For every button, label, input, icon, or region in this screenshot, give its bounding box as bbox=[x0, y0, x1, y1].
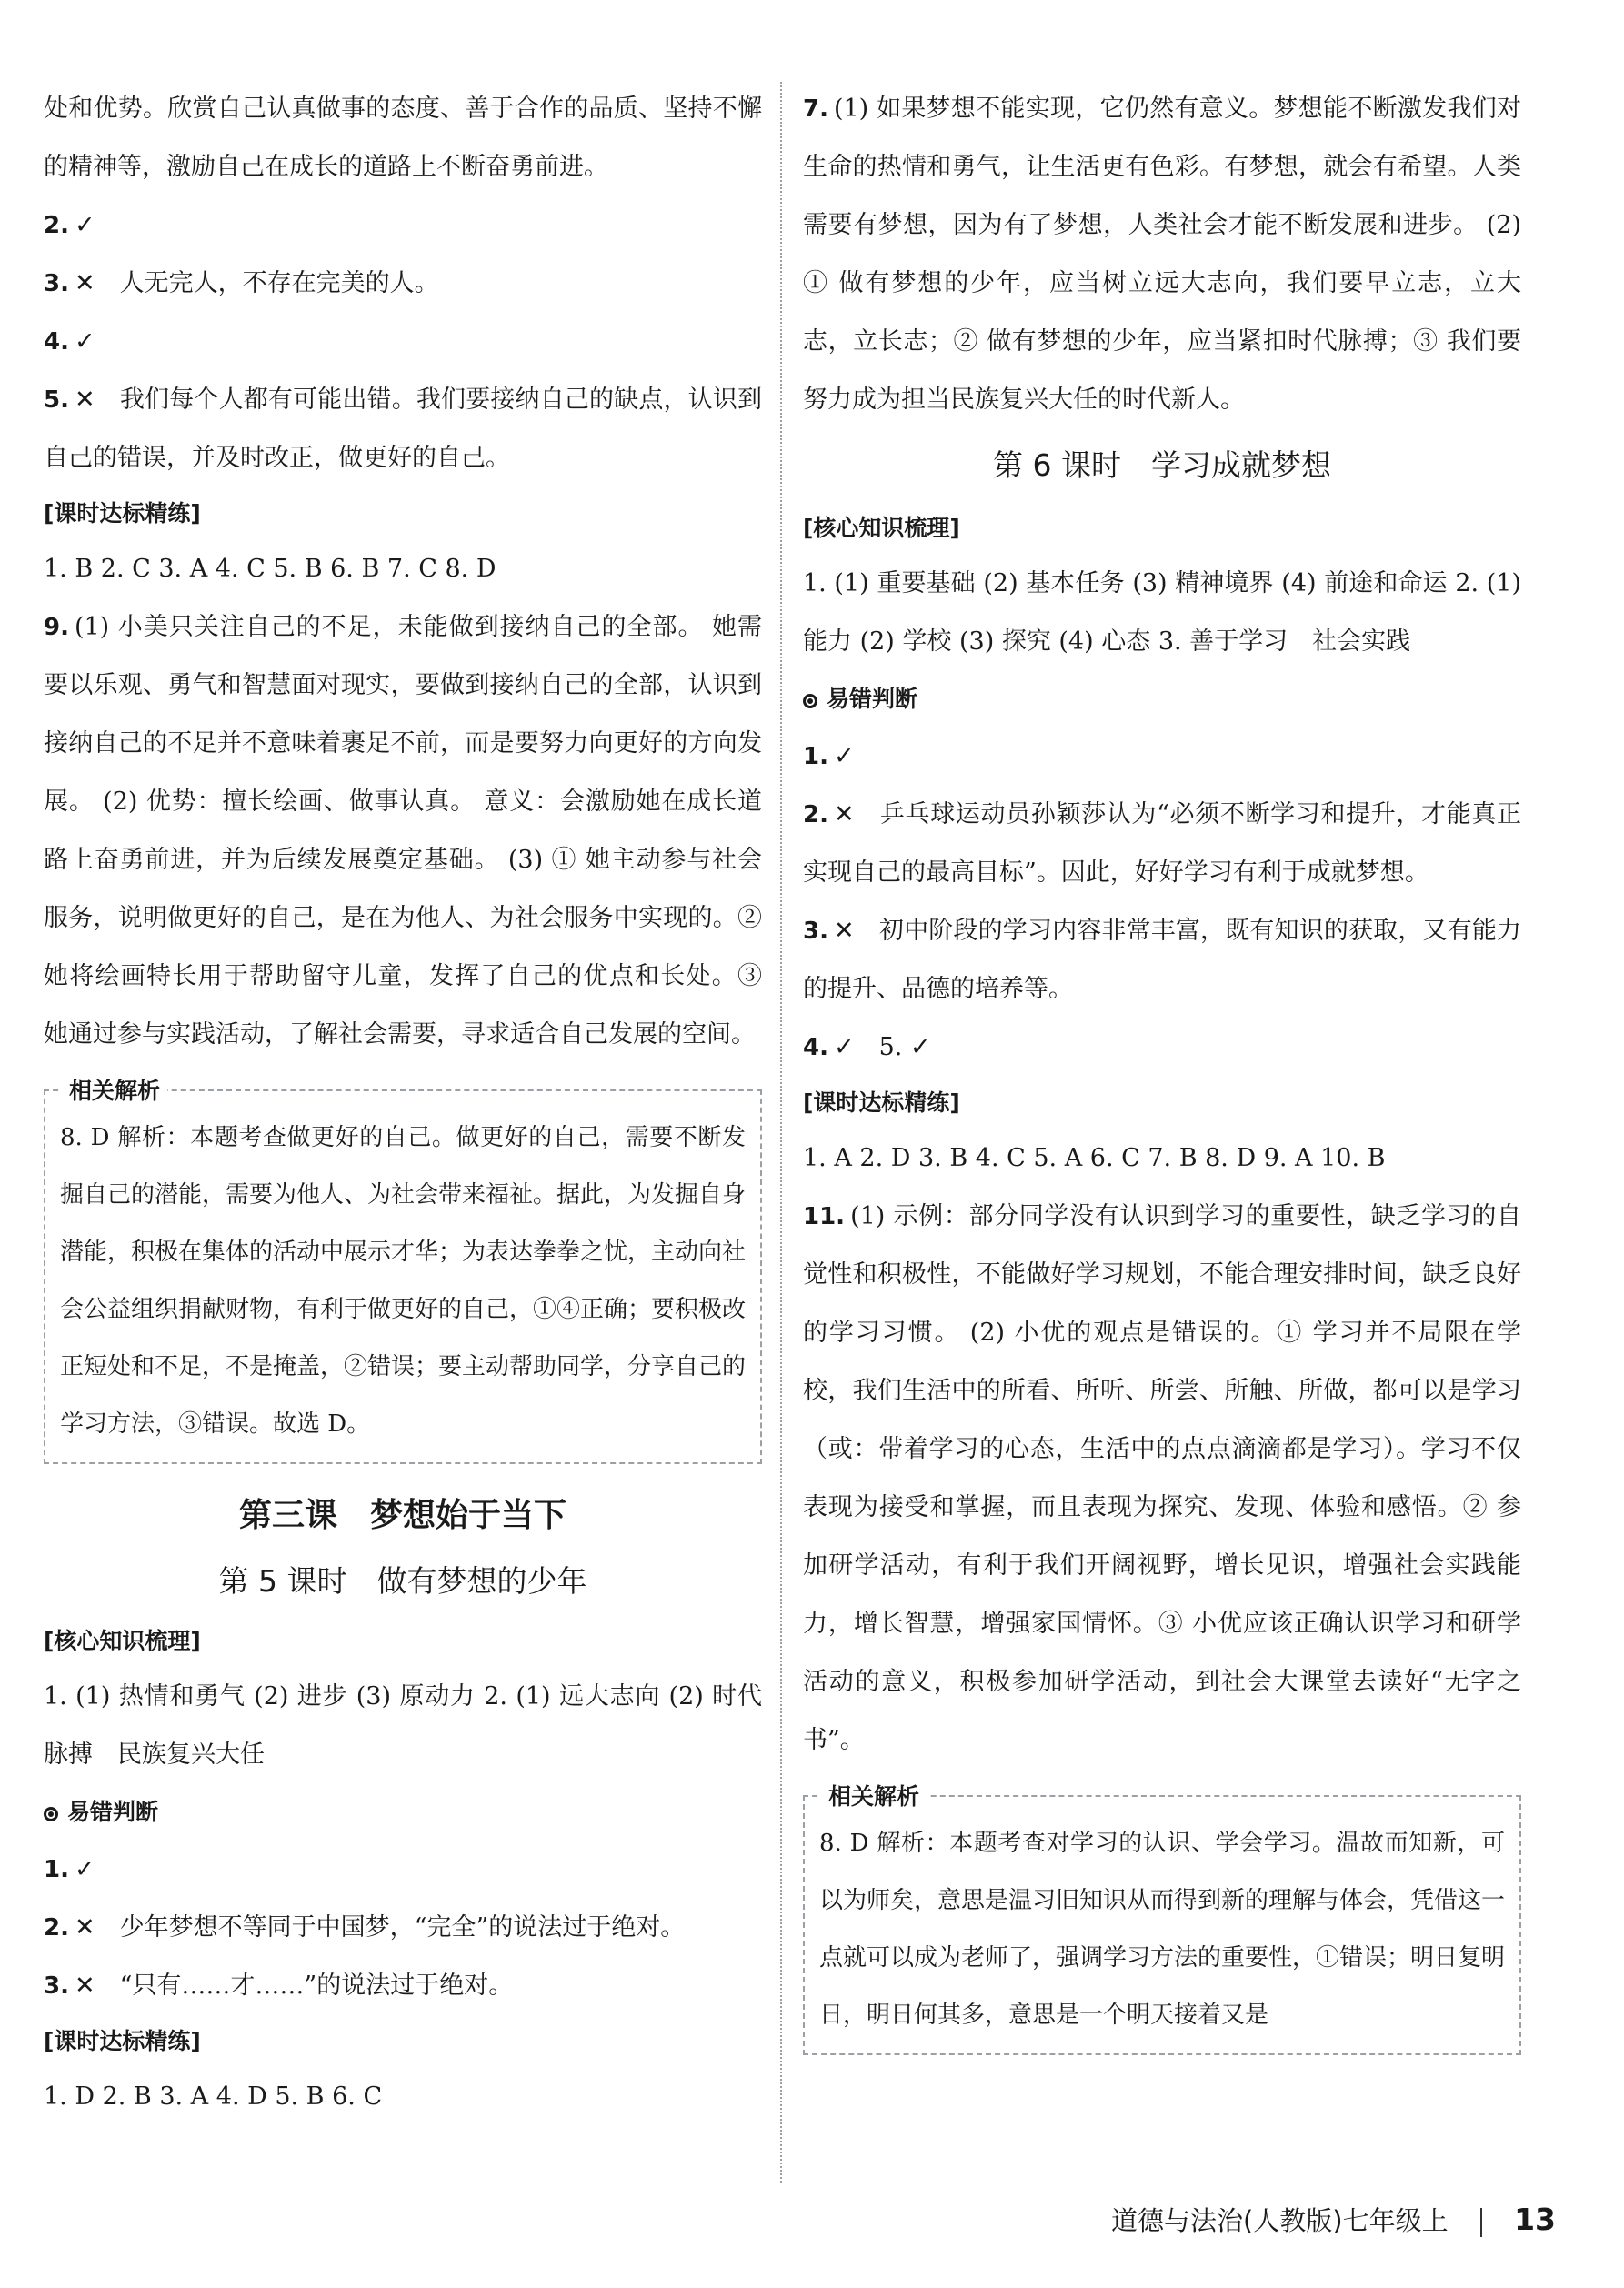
left-column bbox=[44, 80, 762, 2126]
judgment-item: 4. ✓ 5. ✓ bbox=[803, 1033, 931, 1061]
practice-answers: 1. D 2. B 3. A 4. D 5. B 6. C bbox=[44, 2082, 383, 2111]
judgment-item: 1. ✓ bbox=[44, 1855, 95, 1883]
judgment-list-cont bbox=[44, 196, 762, 487]
core-tag: [核心知识梳理] bbox=[803, 515, 960, 541]
cross-mark: ✕ bbox=[74, 1972, 95, 2000]
page-footer bbox=[1111, 2201, 1556, 2238]
question-9: 9. (1) 小美只关注自己的不足，未能做到接纳自己的全部。 她需要以乐观、勇气和智慧面对现实，要做到接纳自己的全部，认识到接纳自己的不足并不意味着裹足不前，而是要努力向更好的方向发展。 (2) 优势：擅长绘画、做事认真。 意义：会激励她在成长道路上奋勇前进，并为后续发展奠定基础。 (3) ① 她主动参与社会服务，说明做更好的自己，是在为他人、为社会服务中实现的。② 她将绘画特长用于帮助留守儿童，发挥了自己的优点和长处。③ 她通过参与实践活动，了解社会需要，寻求适合自己发展的空间。 bbox=[44, 613, 762, 1049]
analysis-box bbox=[803, 1783, 1521, 2055]
analysis-label: 相关解析 bbox=[821, 1779, 927, 1811]
core-tag: [核心知识梳理] bbox=[44, 1628, 201, 1654]
judgment-item: 2. ✕ 少年梦想不等同于中国梦，“完全”的说法过于绝对。 bbox=[44, 1913, 686, 1942]
judgment-item: 3. ✕ 初中阶段的学习内容非常丰富，既有知识的获取，又有能力的提升、品德的培养等。 bbox=[803, 917, 1522, 1003]
target-dot-icon bbox=[803, 694, 817, 708]
practice-tag: [课时达标精练] bbox=[803, 1089, 960, 1116]
page-number: 13 bbox=[1514, 2202, 1556, 2237]
intro-text: 处和优势。欣赏自己认真做事的态度、善于合作的品质、坚持不懈的精神等，激励自己在成长的道路上不断奋勇前进。 bbox=[44, 95, 762, 181]
practice-tag: [课时达标精练] bbox=[44, 500, 201, 527]
sub-title: 第 6 课时 学习成就梦想 bbox=[993, 447, 1331, 483]
check-mark: ✓ bbox=[833, 1033, 855, 1061]
judgment-item: 4. ✓ bbox=[44, 327, 95, 356]
cross-mark: ✕ bbox=[833, 917, 855, 945]
check-mark: ✓ bbox=[833, 742, 855, 770]
check-mark: ✓ bbox=[74, 211, 95, 239]
judgment-item: 2. ✕ 乒乓球运动员孙颖莎认为“必须不断学习和提升，才能真正实现自己的最高目标”。因此，好好学习有利于成就梦想。 bbox=[803, 800, 1521, 887]
judgment-item: 3. ✕ 人无完人，不存在完美的人。 bbox=[44, 269, 439, 297]
judgment-item: 5. ✕ 我们每个人都有可能出错。我们要接纳自己的缺点，认识到自己的错误，并及时改正，做更好的自己。 bbox=[44, 386, 763, 472]
core-text: 1. (1) 热情和勇气 (2) 进步 (3) 原动力 2. (1) 远大志向 (2) 时代脉搏 民族复兴大任 bbox=[44, 1682, 762, 1769]
practice-answers: 1. A 2. D 3. B 4. C 5. A 6. C 7. B 8. D 9. A 10. B bbox=[803, 1144, 1386, 1172]
practice-answers: 1. B 2. C 3. A 4. C 5. B 6. B 7. C 8. D bbox=[44, 555, 496, 583]
judgment-item: 1. ✓ bbox=[803, 742, 855, 770]
judgment-item: 2. ✓ bbox=[44, 211, 95, 239]
column-divider bbox=[780, 82, 782, 2183]
sub-title: 第 5 课时 做有梦想的少年 bbox=[218, 1563, 587, 1599]
practice-tag: [课时达标精练] bbox=[44, 2028, 201, 2054]
cross-mark: ✕ bbox=[74, 386, 95, 414]
book-title: 道德与法治(人教版)七年级上 bbox=[1110, 2205, 1449, 2236]
cross-mark: ✕ bbox=[833, 800, 855, 828]
analysis-label: 相关解析 bbox=[62, 1073, 167, 1106]
check-mark: ✓ bbox=[74, 327, 95, 356]
core-text: 1. (1) 重要基础 (2) 基本任务 (3) 精神境界 (4) 前途和命运 2. (1) 能力 (2) 学校 (3) 探究 (4) 心态 3. 善于学习 社会实践 bbox=[803, 569, 1521, 656]
cross-mark: ✕ bbox=[74, 1913, 95, 1942]
question-11: 11. (1) 示例：部分同学没有认识到学习的重要性，缺乏学习的自觉性和积极性，不能做好学习规划，不能合理安排时间，缺乏良好的学习习惯。 (2) 小优的观点是错误的。① 学习并不局限在学校，我们生活中的所看、所听、所尝、所触、所做，都可以是学习（或：带着学习的心态，生活中的点点滴滴都是学习）。学习不仅表现为接受和掌握，而且表现为探究、发现、体验和感悟。② 参加研学活动，有利于我们开阔视野，增长见识，增强社会实践能力，增长智慧，增强家国情怀。③ 小优应该正确认识学习和研学活动的意义，积极参加研学活动，到社会大课堂去读好“无字之书”。 bbox=[803, 1202, 1521, 1754]
error-heading: 易错判断 bbox=[803, 671, 1521, 728]
cross-mark: ✕ bbox=[74, 269, 95, 297]
right-column bbox=[803, 80, 1521, 2055]
error-heading: 易错判断 bbox=[44, 1784, 762, 1841]
footer-divider bbox=[1480, 2208, 1482, 2237]
target-dot-icon bbox=[44, 1807, 58, 1821]
lesson-title: 第三课 梦想始于当下 bbox=[238, 1497, 566, 1534]
analysis-box bbox=[44, 1078, 762, 1464]
analysis-text: 8. D 解析：本题考查做更好的自己。做更好的自己，需要不断发掘自己的潜能，需要为他人、为社会带来福祉。据此，为发掘自身潜能，积极在集体的活动中展示才华；为表达拳拳之忧，主动向社会公益组织捐献财物，有利于做更好的自己，①④正确；要积极改正短处和不足，不是掩盖，②错误；要主动帮助同学，分享自己的学习方法，③错误。故选 D。 bbox=[60, 1124, 747, 1438]
question-7: 7. (1) 如果梦想不能实现，它仍然有意义。梦想能不断激发我们对生命的热情和勇气，让生活更有色彩。有梦想，就会有希望。人类需要有梦想，因为有了梦想，人类社会才能不断发展和进步。 (2) ① 做有梦想的少年，应当树立远大志向，我们要早立志，立大志，立长志；② 做有梦想的少年，应当紧扣时代脉搏；③ 我们要努力成为担当民族复兴大任的时代新人。 bbox=[803, 95, 1521, 414]
check-mark: ✓ bbox=[74, 1855, 95, 1883]
analysis-text: 8. D 解析：本题考查对学习的认识、学会学习。温故而知新，可以为师矣，意思是温习旧知识从而得到新的理解与体会，凭借这一点就可以成为老师了，强调学习方法的重要性，①错误；明日复明日，明日何其多，意思是一个明天接着又是 bbox=[819, 1830, 1506, 2029]
judgment-item: 3. ✕ “只有……才……”的说法过于绝对。 bbox=[44, 1972, 514, 2000]
